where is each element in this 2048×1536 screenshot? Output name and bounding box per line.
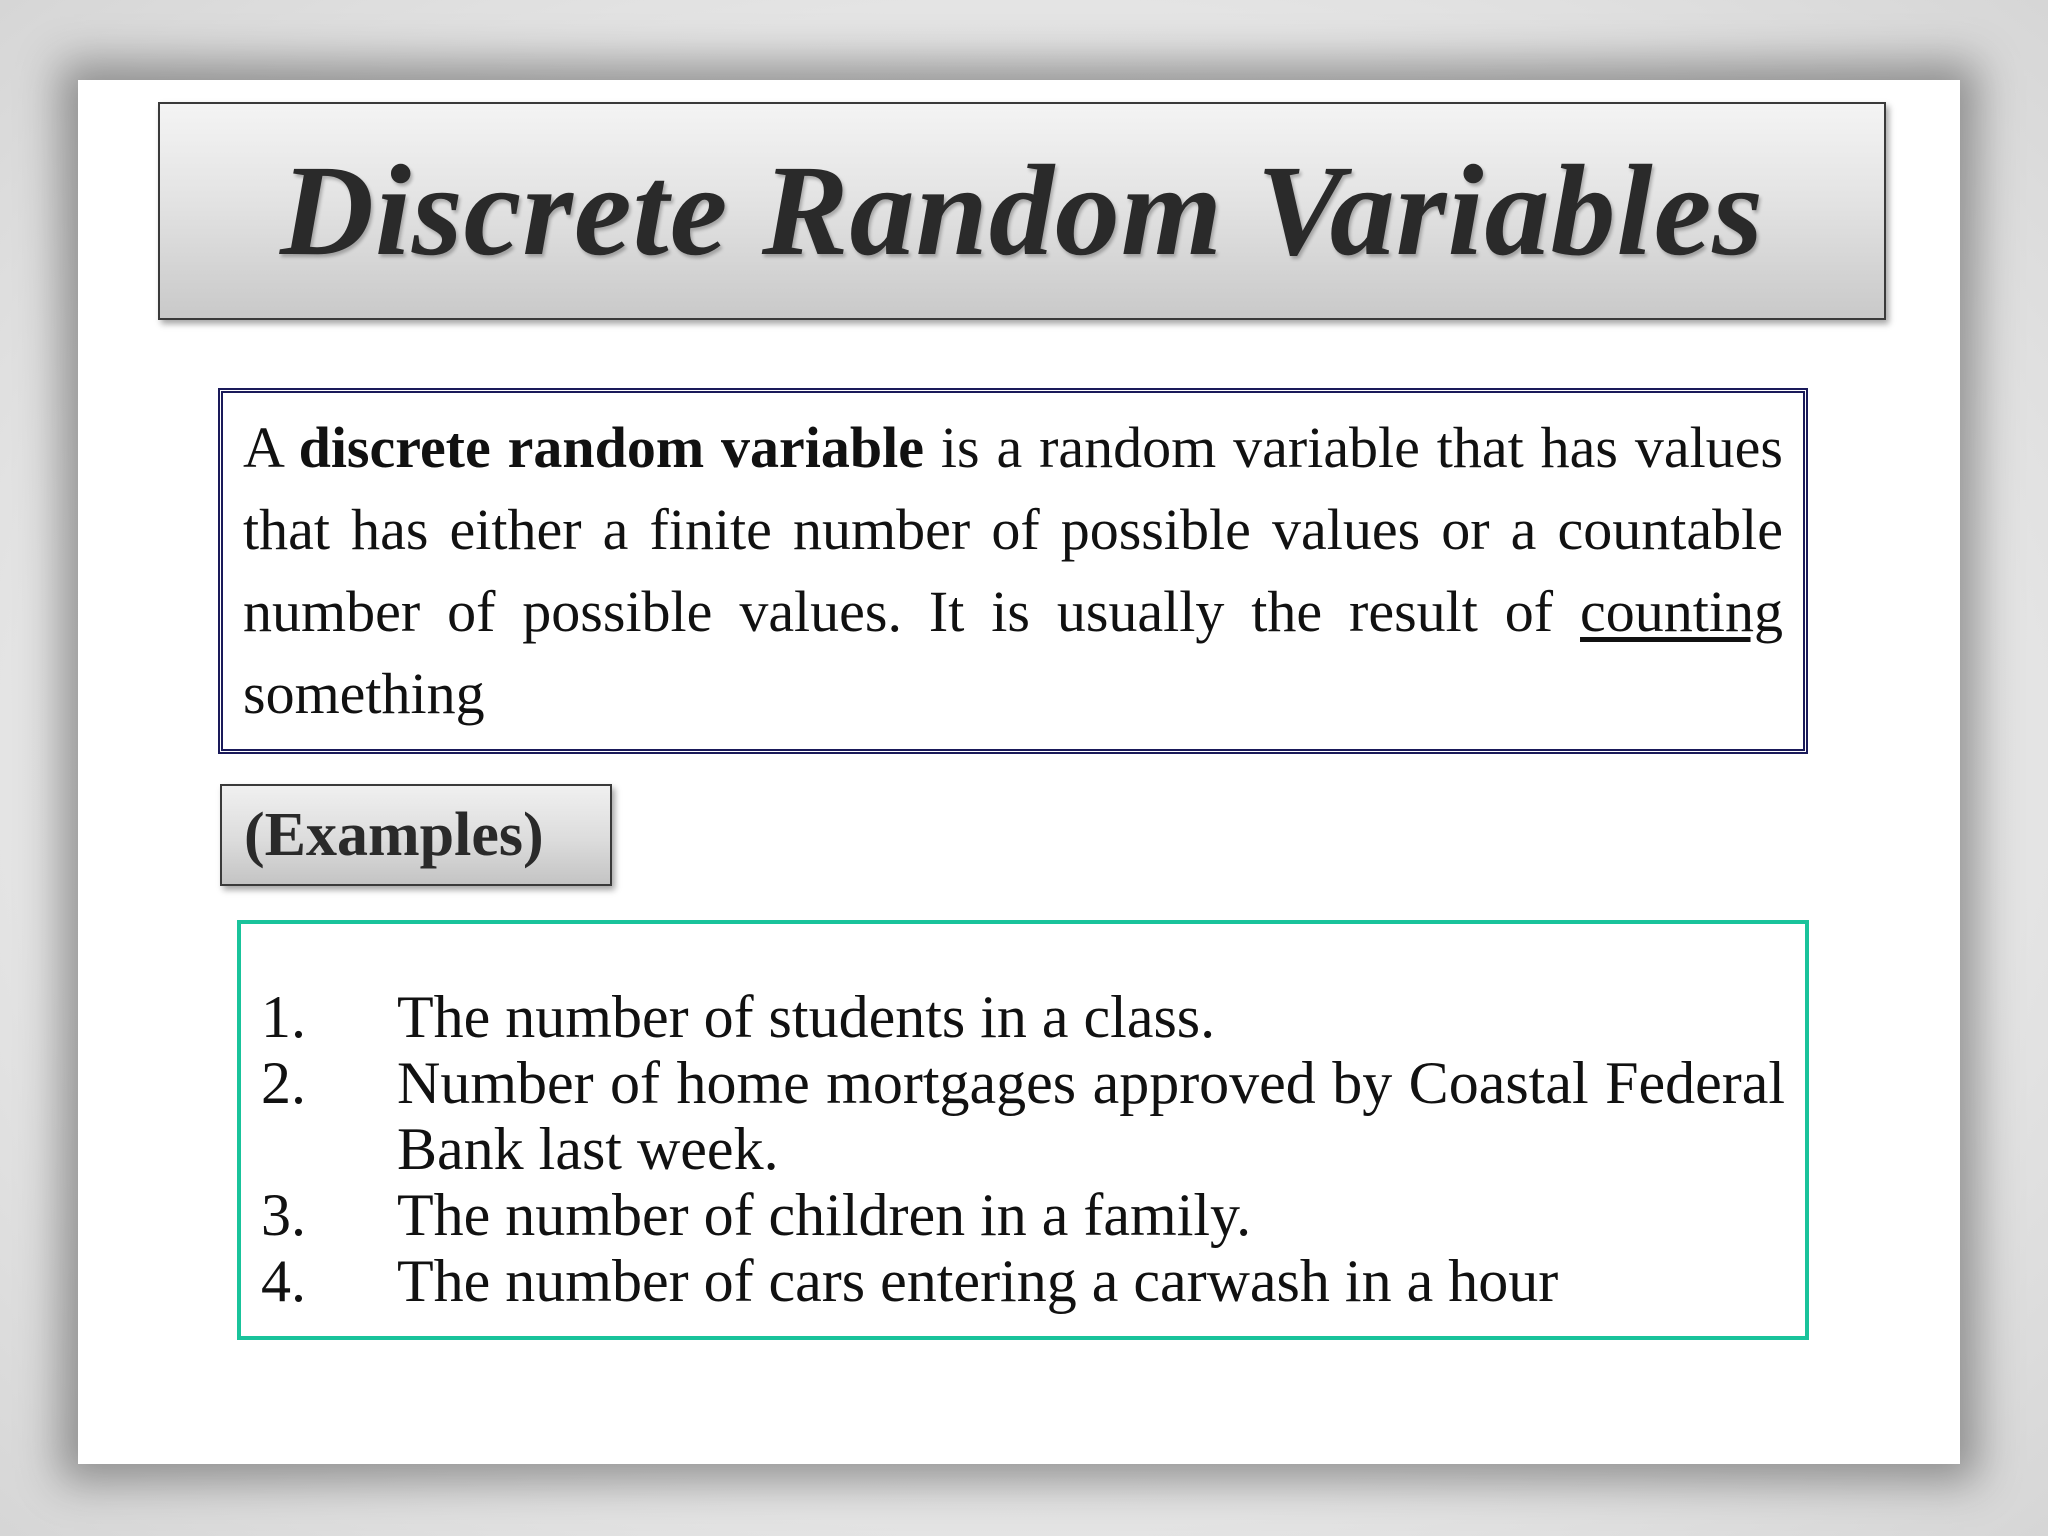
slide-title: Discrete Random Variables [280,139,1764,283]
definition-part2: is a random variable that has values that has either a finite number of possible values or a countable number of possible values. It is usually the result of [243,415,1783,644]
definition-term: discrete random variable [298,415,925,480]
list-item-text: The number of children in a family. [397,1182,1252,1248]
list-item-number: 1. [261,984,306,1050]
title-banner [158,102,1886,320]
examples-box [237,920,1809,1340]
definition-box [218,388,1808,754]
list-item [261,1248,1785,1314]
examples-label-box [220,784,612,886]
definition-text [243,407,1783,735]
examples-list [261,984,1785,1314]
list-item [261,1050,1785,1182]
list-item-text: The number of students in a class. [397,984,1216,1050]
list-item-number: 3. [261,1182,306,1248]
slide [78,80,1960,1464]
definition-part1: A [243,415,299,480]
list-item [261,1182,1785,1248]
definition-part3: something [243,661,485,726]
list-item-number: 4. [261,1248,306,1314]
examples-label: (Examples) [244,800,544,869]
definition-emphasis: counting [1580,579,1783,644]
list-item-number: 2. [261,1050,306,1116]
list-item-text: The number of cars entering a carwash in a hour [397,1248,1559,1314]
list-item [261,984,1785,1050]
list-item-text: Number of home mortgages approved by Coastal Federal Bank last week. [397,1050,1785,1182]
